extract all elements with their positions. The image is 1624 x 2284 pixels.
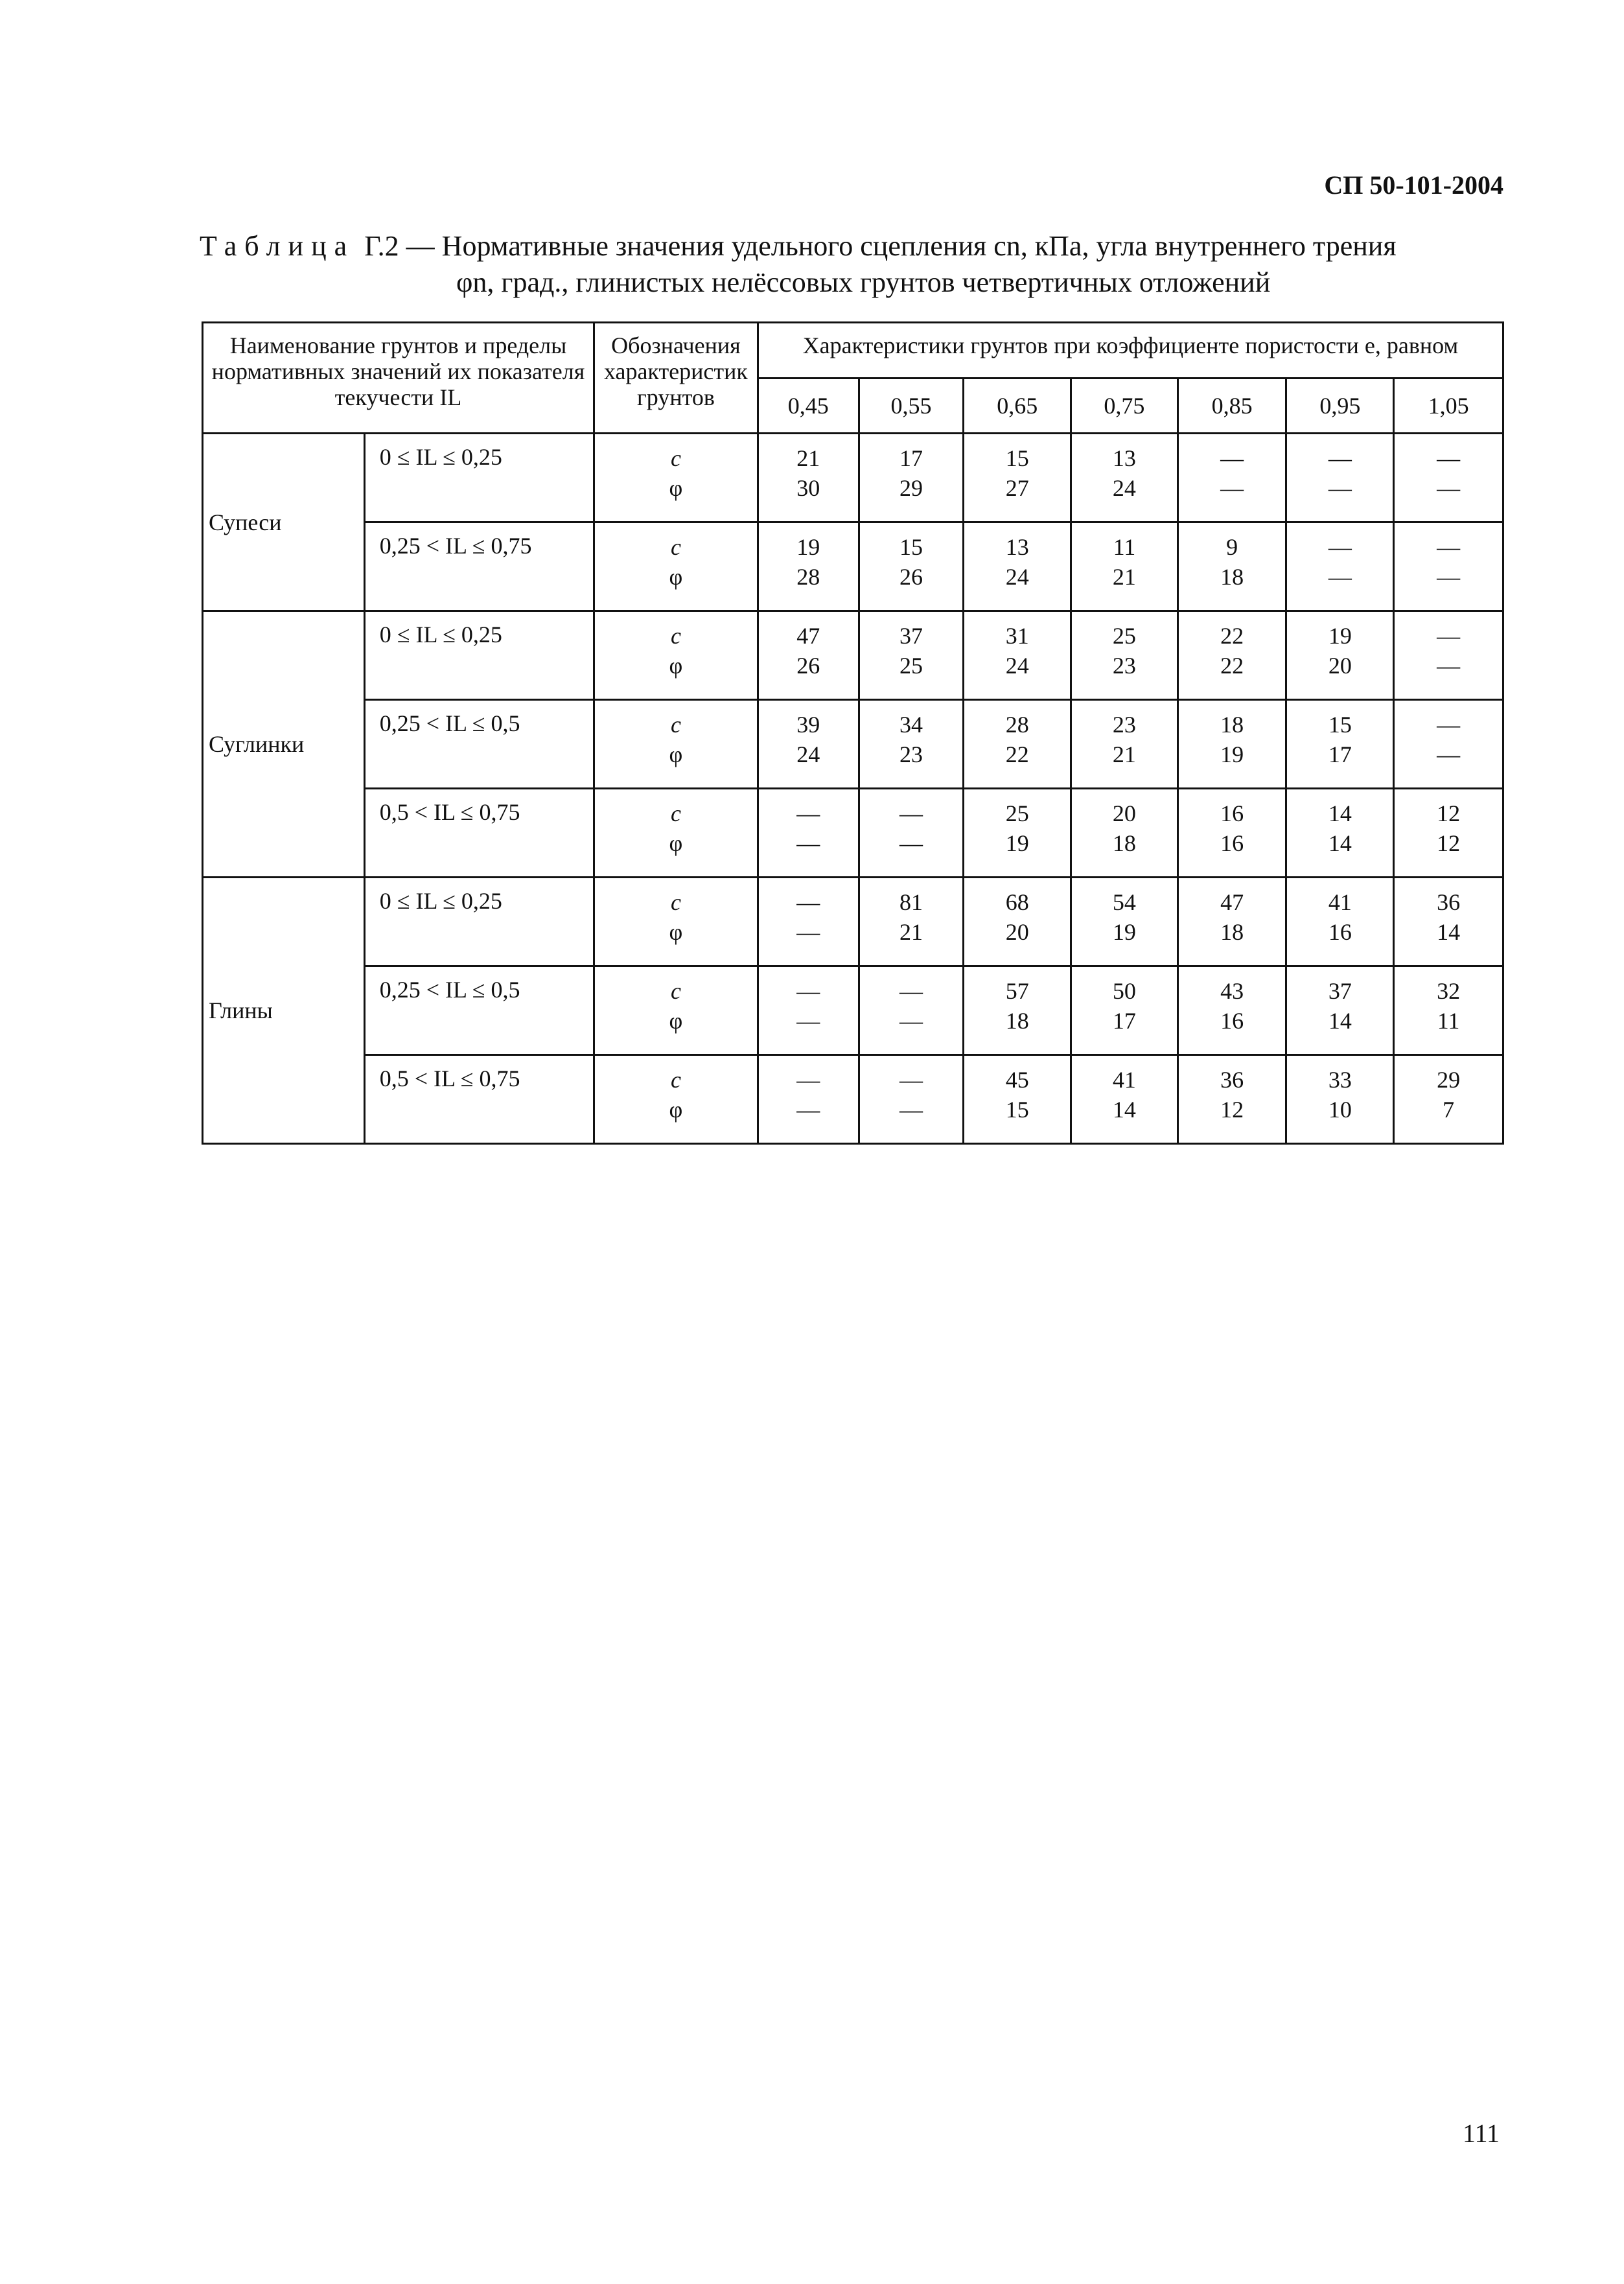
cohesion-value: —	[796, 889, 820, 915]
friction-angle-value: 19	[1112, 919, 1136, 945]
friction-angle-value: 19	[1005, 830, 1029, 856]
friction-angle-value: 22	[1005, 741, 1029, 767]
cohesion-value: —	[1328, 445, 1352, 471]
value-cell	[964, 789, 1071, 878]
cohesion-symbol: c	[670, 445, 681, 471]
soil-properties-table	[202, 321, 1504, 1145]
designation-cell	[594, 611, 758, 700]
cohesion-value: 41	[1328, 889, 1352, 915]
friction-angle-symbol: φ	[669, 741, 683, 767]
friction-angle-value: 21	[899, 919, 923, 945]
friction-angle-value: 20	[1005, 919, 1029, 945]
friction-angle-value: —	[796, 1008, 820, 1034]
cohesion-symbol: c	[670, 534, 681, 560]
cohesion-value: 57	[1005, 978, 1029, 1004]
designation-cell	[594, 789, 758, 878]
value-cell	[1177, 1055, 1286, 1144]
friction-angle-value: 22	[1220, 653, 1244, 679]
friction-angle-value: 11	[1437, 1008, 1460, 1034]
friction-angle-value: 14	[1328, 1008, 1352, 1034]
header-designation: Обозначения характеристик грунтов	[594, 323, 758, 434]
value-cell	[1177, 611, 1286, 700]
friction-angle-value: 21	[1112, 564, 1136, 590]
friction-angle-symbol: φ	[669, 830, 683, 856]
cohesion-value: —	[1437, 534, 1461, 560]
liquidity-range: 0,25 < IL ≤ 0,5	[364, 966, 594, 1055]
designation-cell	[594, 878, 758, 966]
friction-angle-value: 16	[1220, 1008, 1244, 1034]
value-cell	[1286, 789, 1394, 878]
cohesion-value: 81	[899, 889, 923, 915]
cohesion-value: —	[796, 978, 820, 1004]
friction-angle-symbol: φ	[669, 1097, 683, 1123]
value-cell	[859, 434, 964, 522]
cohesion-value: —	[1328, 534, 1352, 560]
value-cell	[1394, 522, 1503, 611]
friction-angle-value: 14	[1328, 830, 1352, 856]
cohesion-value: 33	[1328, 1067, 1352, 1093]
value-cell	[758, 789, 859, 878]
friction-angle-value: 24	[1112, 475, 1136, 501]
friction-angle-value: —	[899, 1008, 923, 1034]
friction-angle-value: 18	[1220, 564, 1244, 590]
friction-angle-value: 18	[1005, 1008, 1029, 1034]
friction-angle-value: 29	[899, 475, 923, 501]
value-cell	[964, 611, 1071, 700]
designation-cell	[594, 1055, 758, 1144]
cohesion-value: 13	[1112, 445, 1136, 471]
value-cell	[859, 789, 964, 878]
value-cell	[964, 434, 1071, 522]
cohesion-value: —	[1437, 623, 1461, 649]
friction-angle-value: 7	[1443, 1097, 1455, 1123]
designation-cell	[594, 434, 758, 522]
friction-angle-value: 19	[1220, 741, 1244, 767]
cohesion-value: 50	[1112, 978, 1136, 1004]
friction-angle-value: 12	[1220, 1097, 1244, 1123]
cohesion-value: 19	[796, 534, 820, 560]
value-cell	[1071, 966, 1178, 1055]
caption-number: Г.2 —	[364, 230, 435, 262]
value-cell	[1394, 611, 1503, 700]
friction-angle-value: —	[1437, 564, 1461, 590]
value-cell	[1394, 878, 1503, 966]
cohesion-value: —	[1437, 712, 1461, 738]
cohesion-value: —	[1437, 445, 1461, 471]
friction-angle-symbol: φ	[669, 564, 683, 590]
value-cell	[964, 1055, 1071, 1144]
friction-angle-value: 16	[1328, 919, 1352, 945]
cohesion-symbol: c	[670, 623, 681, 649]
liquidity-range: 0 ≤ IL ≤ 0,25	[364, 434, 594, 522]
header-characteristics: Характеристики грунтов при коэффициенте пористости e, равном	[758, 323, 1503, 379]
cohesion-value: 12	[1437, 800, 1461, 826]
cohesion-value: 47	[796, 623, 820, 649]
porosity-header: 1,05	[1394, 379, 1503, 434]
porosity-header: 0,85	[1177, 379, 1286, 434]
friction-angle-value: —	[1437, 741, 1461, 767]
value-cell	[1286, 434, 1394, 522]
value-cell	[859, 1055, 964, 1144]
value-cell	[859, 878, 964, 966]
friction-angle-symbol: φ	[669, 475, 683, 501]
friction-angle-value: 26	[899, 564, 923, 590]
friction-angle-value: 18	[1220, 919, 1244, 945]
caption-label: Таблица	[200, 230, 355, 262]
value-cell	[758, 700, 859, 789]
cohesion-symbol: c	[670, 712, 681, 738]
cohesion-value: 54	[1112, 889, 1136, 915]
cohesion-value: 36	[1220, 1067, 1244, 1093]
friction-angle-value: —	[1328, 564, 1352, 590]
cohesion-value: 15	[1328, 712, 1352, 738]
liquidity-range: 0,25 < IL ≤ 0,75	[364, 522, 594, 611]
soil-name: Суглинки	[203, 611, 365, 878]
cohesion-symbol: c	[670, 1067, 681, 1093]
cohesion-value: 47	[1220, 889, 1244, 915]
value-cell	[1177, 522, 1286, 611]
porosity-header: 0,45	[758, 379, 859, 434]
soil-name: Глины	[203, 878, 365, 1144]
value-cell	[758, 1055, 859, 1144]
friction-angle-value: 20	[1328, 653, 1352, 679]
value-cell	[1286, 611, 1394, 700]
designation-cell	[594, 966, 758, 1055]
friction-angle-value: 18	[1112, 830, 1136, 856]
caption-line1: Нормативные значения удельного сцепления cn, кПа, угла внутреннего трения	[441, 230, 1397, 262]
value-cell	[1394, 1055, 1503, 1144]
table-caption	[200, 228, 1506, 301]
friction-angle-value: —	[796, 1097, 820, 1123]
cohesion-value: 15	[899, 534, 923, 560]
cohesion-symbol: c	[670, 978, 681, 1004]
value-cell	[859, 611, 964, 700]
value-cell	[1394, 700, 1503, 789]
liquidity-range: 0 ≤ IL ≤ 0,25	[364, 878, 594, 966]
value-cell	[1071, 789, 1178, 878]
value-cell	[964, 522, 1071, 611]
friction-angle-value: 24	[1005, 653, 1029, 679]
cohesion-value: 9	[1226, 534, 1238, 560]
header-name: Наименование грунтов и пределы нормативных значений их показателя текучести IL	[203, 323, 594, 434]
friction-angle-symbol: φ	[669, 653, 683, 679]
cohesion-value: 37	[1328, 978, 1352, 1004]
friction-angle-value: —	[899, 830, 923, 856]
value-cell	[1286, 966, 1394, 1055]
table-row	[203, 789, 1503, 878]
value-cell	[859, 966, 964, 1055]
friction-angle-symbol: φ	[669, 919, 683, 945]
porosity-header: 0,75	[1071, 379, 1178, 434]
cohesion-value: 23	[1112, 712, 1136, 738]
friction-angle-value: —	[1437, 475, 1461, 501]
friction-angle-value: 10	[1328, 1097, 1352, 1123]
cohesion-value: 34	[899, 712, 923, 738]
friction-angle-value: 30	[796, 475, 820, 501]
value-cell	[859, 522, 964, 611]
table-row	[203, 611, 1503, 700]
friction-angle-value: 24	[1005, 564, 1029, 590]
designation-cell	[594, 522, 758, 611]
caption-line2: φn, град., глинистых нелёссовых грунтов четвертичных отложений	[456, 266, 1271, 298]
cohesion-value: 11	[1113, 534, 1136, 560]
value-cell	[1071, 878, 1178, 966]
value-cell	[1286, 878, 1394, 966]
friction-angle-value: 24	[796, 741, 820, 767]
value-cell	[758, 522, 859, 611]
cohesion-value: 20	[1112, 800, 1136, 826]
cohesion-value: 36	[1437, 889, 1461, 915]
friction-angle-value: 14	[1112, 1097, 1136, 1123]
value-cell	[1177, 434, 1286, 522]
page-number: 111	[1462, 2119, 1500, 2148]
cohesion-value: 17	[899, 445, 923, 471]
cohesion-value: 39	[796, 712, 820, 738]
cohesion-value: 31	[1005, 623, 1029, 649]
friction-angle-value: 27	[1005, 475, 1029, 501]
friction-angle-value: 21	[1112, 741, 1136, 767]
value-cell	[964, 966, 1071, 1055]
value-cell	[1286, 522, 1394, 611]
value-cell	[1177, 966, 1286, 1055]
table-row	[203, 966, 1503, 1055]
cohesion-value: 25	[1005, 800, 1029, 826]
cohesion-value: 32	[1437, 978, 1461, 1004]
value-cell	[758, 966, 859, 1055]
cohesion-value: —	[899, 800, 923, 826]
value-cell	[1394, 966, 1503, 1055]
value-cell	[1071, 700, 1178, 789]
cohesion-value: 14	[1328, 800, 1352, 826]
value-cell	[1394, 434, 1503, 522]
friction-angle-value: 17	[1328, 741, 1352, 767]
porosity-header: 0,95	[1286, 379, 1394, 434]
value-cell	[964, 878, 1071, 966]
value-cell	[1286, 700, 1394, 789]
friction-angle-value: 15	[1005, 1097, 1029, 1123]
cohesion-symbol: c	[670, 800, 681, 826]
friction-angle-value: —	[899, 1097, 923, 1123]
cohesion-symbol: c	[670, 889, 681, 915]
friction-angle-value: 12	[1437, 830, 1461, 856]
cohesion-value: —	[899, 978, 923, 1004]
cohesion-value: 19	[1328, 623, 1352, 649]
value-cell	[1071, 434, 1178, 522]
cohesion-value: 68	[1005, 889, 1029, 915]
cohesion-value: 15	[1005, 445, 1029, 471]
cohesion-value: 18	[1220, 712, 1244, 738]
friction-angle-value: —	[1328, 475, 1352, 501]
table-row	[203, 878, 1503, 966]
cohesion-value: 43	[1220, 978, 1244, 1004]
value-cell	[1177, 789, 1286, 878]
cohesion-value: —	[1220, 445, 1244, 471]
cohesion-value: 28	[1005, 712, 1029, 738]
liquidity-range: 0 ≤ IL ≤ 0,25	[364, 611, 594, 700]
friction-angle-value: 28	[796, 564, 820, 590]
value-cell	[758, 611, 859, 700]
table-row	[203, 522, 1503, 611]
cohesion-value: 21	[796, 445, 820, 471]
table-row	[203, 1055, 1503, 1144]
value-cell	[1177, 700, 1286, 789]
document-code: СП 50-101-2004	[1324, 170, 1503, 200]
value-cell	[1177, 878, 1286, 966]
friction-angle-value: 25	[899, 653, 923, 679]
cohesion-value: 29	[1437, 1067, 1461, 1093]
cohesion-value: 37	[899, 623, 923, 649]
cohesion-value: 41	[1112, 1067, 1136, 1093]
table-row	[203, 434, 1503, 522]
friction-angle-value: —	[796, 919, 820, 945]
value-cell	[758, 878, 859, 966]
friction-angle-value: 23	[1112, 653, 1136, 679]
cohesion-value: 22	[1220, 623, 1244, 649]
cohesion-value: 45	[1005, 1067, 1029, 1093]
value-cell	[1071, 611, 1178, 700]
value-cell	[859, 700, 964, 789]
friction-angle-value: —	[1220, 475, 1244, 501]
table-row	[203, 700, 1503, 789]
friction-angle-value: 14	[1437, 919, 1461, 945]
cohesion-value: —	[796, 1067, 820, 1093]
value-cell	[1071, 522, 1178, 611]
cohesion-value: —	[796, 800, 820, 826]
cohesion-value: 16	[1220, 800, 1244, 826]
value-cell	[1071, 1055, 1178, 1144]
liquidity-range: 0,5 < IL ≤ 0,75	[364, 1055, 594, 1144]
value-cell	[964, 700, 1071, 789]
friction-angle-value: 16	[1220, 830, 1244, 856]
friction-angle-value: 17	[1112, 1008, 1136, 1034]
cohesion-value: 13	[1005, 534, 1029, 560]
friction-angle-symbol: φ	[669, 1008, 683, 1034]
friction-angle-value: —	[796, 830, 820, 856]
cohesion-value: 25	[1112, 623, 1136, 649]
friction-angle-value: —	[1437, 653, 1461, 679]
friction-angle-value: 23	[899, 741, 923, 767]
liquidity-range: 0,25 < IL ≤ 0,5	[364, 700, 594, 789]
porosity-header: 0,65	[964, 379, 1071, 434]
value-cell	[758, 434, 859, 522]
liquidity-range: 0,5 < IL ≤ 0,75	[364, 789, 594, 878]
porosity-header: 0,55	[859, 379, 964, 434]
friction-angle-value: 26	[796, 653, 820, 679]
cohesion-value: —	[899, 1067, 923, 1093]
soil-name: Супеси	[203, 434, 365, 611]
designation-cell	[594, 700, 758, 789]
value-cell	[1394, 789, 1503, 878]
value-cell	[1286, 1055, 1394, 1144]
